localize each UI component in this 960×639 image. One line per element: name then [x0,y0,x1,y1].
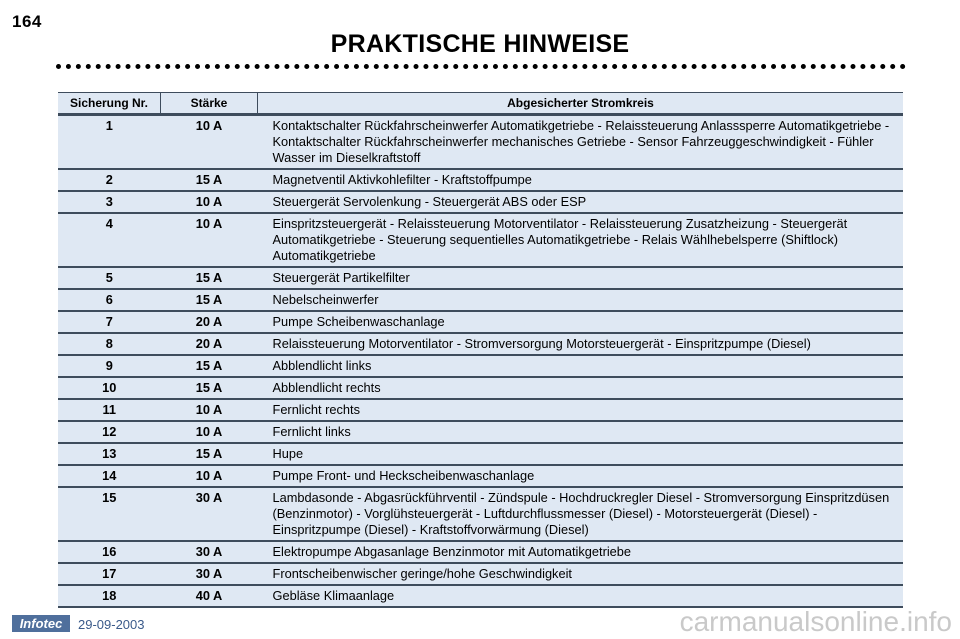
table-row [58,421,903,443]
fuse-number-cell: 13 [58,443,161,465]
table-row [58,563,903,585]
fuse-number-cell: 16 [58,541,161,563]
table-row [58,289,903,311]
table-row [58,311,903,333]
amperage-cell: 10 A [161,421,258,443]
fuse-number-cell: 7 [58,311,161,333]
circuit-description-cell: Einspritzsteuergerät - Relaissteuerung Motorventilator - Relaissteuerung Zusatzheizung - Steuergerät Automatikgetriebe - Steuerung sequentielles Automatikgetriebe - Relais Wählhebelsperre (Shiftlock) Automatikgetriebe [258,213,904,267]
fuse-number-cell: 10 [58,377,161,399]
circuit-description-cell: Relaissteuerung Motorventilator - Stromversorgung Motorsteuergerät - Einspritzpumpe (Diesel) [258,333,904,355]
table-row [58,169,903,191]
circuit-description-cell: Pumpe Scheibenwaschanlage [258,311,904,333]
amperage-cell: 10 A [161,465,258,487]
table-row [58,465,903,487]
table-row [58,443,903,465]
fuse-number-cell: 6 [58,289,161,311]
fuse-number-cell: 11 [58,399,161,421]
table-row [58,333,903,355]
table-row [58,487,903,541]
amperage-cell: 10 A [161,191,258,213]
amperage-cell: 10 A [161,115,258,170]
fuse-number-cell: 2 [58,169,161,191]
circuit-description-cell: Lambdasonde - Abgasrückführventil - Zündspule - Hochdruckregler Diesel - Stromversorgung Einspritzdüsen (Benzinmotor) - Vorglühsteuergerät - Luftdurchflussmesser (Diesel) - Motorsteuergerät (Diesel) - Einspritzpumpe (Diesel) - Kraftstoffvorwärmung (Diesel) [258,487,904,541]
circuit-description-cell: Pumpe Front- und Heckscheibenwaschanlage [258,465,904,487]
footer-date: 29-09-2003 [78,617,145,632]
circuit-description-cell: Fernlicht links [258,421,904,443]
header-fuse-number: Sicherung Nr. [58,93,161,115]
fuse-number-cell: 9 [58,355,161,377]
page-title: PRAKTISCHE HINWEISE [330,30,630,58]
amperage-cell: 20 A [161,311,258,333]
circuit-description-cell: Frontscheibenwischer geringe/hohe Geschwindigkeit [258,563,904,585]
circuit-description-cell: Steuergerät Servolenkung - Steuergerät ABS oder ESP [258,191,904,213]
fuse-number-cell: 15 [58,487,161,541]
amperage-cell: 15 A [161,289,258,311]
circuit-description-cell: Elektropumpe Abgasanlage Benzinmotor mit Automatikgetriebe [258,541,904,563]
table-row [58,541,903,563]
circuit-description-cell: Gebläse Klimaanlage [258,585,904,607]
circuit-description-cell: Abblendlicht links [258,355,904,377]
fuse-number-cell: 5 [58,267,161,289]
table-row [58,115,903,170]
fuse-number-cell: 17 [58,563,161,585]
circuit-description-cell: Fernlicht rechts [258,399,904,421]
fuse-number-cell: 14 [58,465,161,487]
amperage-cell: 15 A [161,267,258,289]
watermark: carmanualsonline.info [679,606,952,637]
amperage-cell: 30 A [161,487,258,541]
fuse-number-cell: 3 [58,191,161,213]
circuit-description-cell: Nebelscheinwerfer [258,289,904,311]
dotted-divider [56,64,906,69]
table-row [58,585,903,607]
amperage-cell: 30 A [161,541,258,563]
circuit-description-cell: Abblendlicht rechts [258,377,904,399]
header-amperage: Stärke [161,93,258,115]
fuse-number-cell: 12 [58,421,161,443]
table-row [58,213,903,267]
amperage-cell: 15 A [161,443,258,465]
table-header-row [58,93,903,115]
amperage-cell: 15 A [161,355,258,377]
fuse-number-cell: 8 [58,333,161,355]
amperage-cell: 15 A [161,377,258,399]
fuse-number-cell: 4 [58,213,161,267]
fuse-number-cell: 18 [58,585,161,607]
circuit-description-cell: Hupe [258,443,904,465]
table-row [58,267,903,289]
page-number: 164 [12,12,42,31]
table-row [58,355,903,377]
header-circuit: Abgesicherter Stromkreis [258,93,904,115]
amperage-cell: 30 A [161,563,258,585]
amperage-cell: 20 A [161,333,258,355]
circuit-description-cell: Magnetventil Aktivkohlefilter - Kraftstoffpumpe [258,169,904,191]
amperage-cell: 15 A [161,169,258,191]
infotec-logo: Infotec [12,615,70,632]
table-row [58,191,903,213]
amperage-cell: 10 A [161,213,258,267]
table-row [58,399,903,421]
circuit-description-cell: Steuergerät Partikelfilter [258,267,904,289]
fuse-table-body [58,115,903,608]
amperage-cell: 40 A [161,585,258,607]
circuit-description-cell: Kontaktschalter Rückfahrscheinwerfer Automatikgetriebe - Relaissteuerung Anlasssperre Automatikgetriebe - Kontaktschalter Rückfahrscheinwerfer mechanisches Getriebe - Sensor Fahrzeuggeschwindigkeit - Fühler Wasser im Dieselkraftstoff [258,115,904,170]
table-row [58,377,903,399]
fuse-number-cell: 1 [58,115,161,170]
amperage-cell: 10 A [161,399,258,421]
fuse-table [58,92,903,608]
